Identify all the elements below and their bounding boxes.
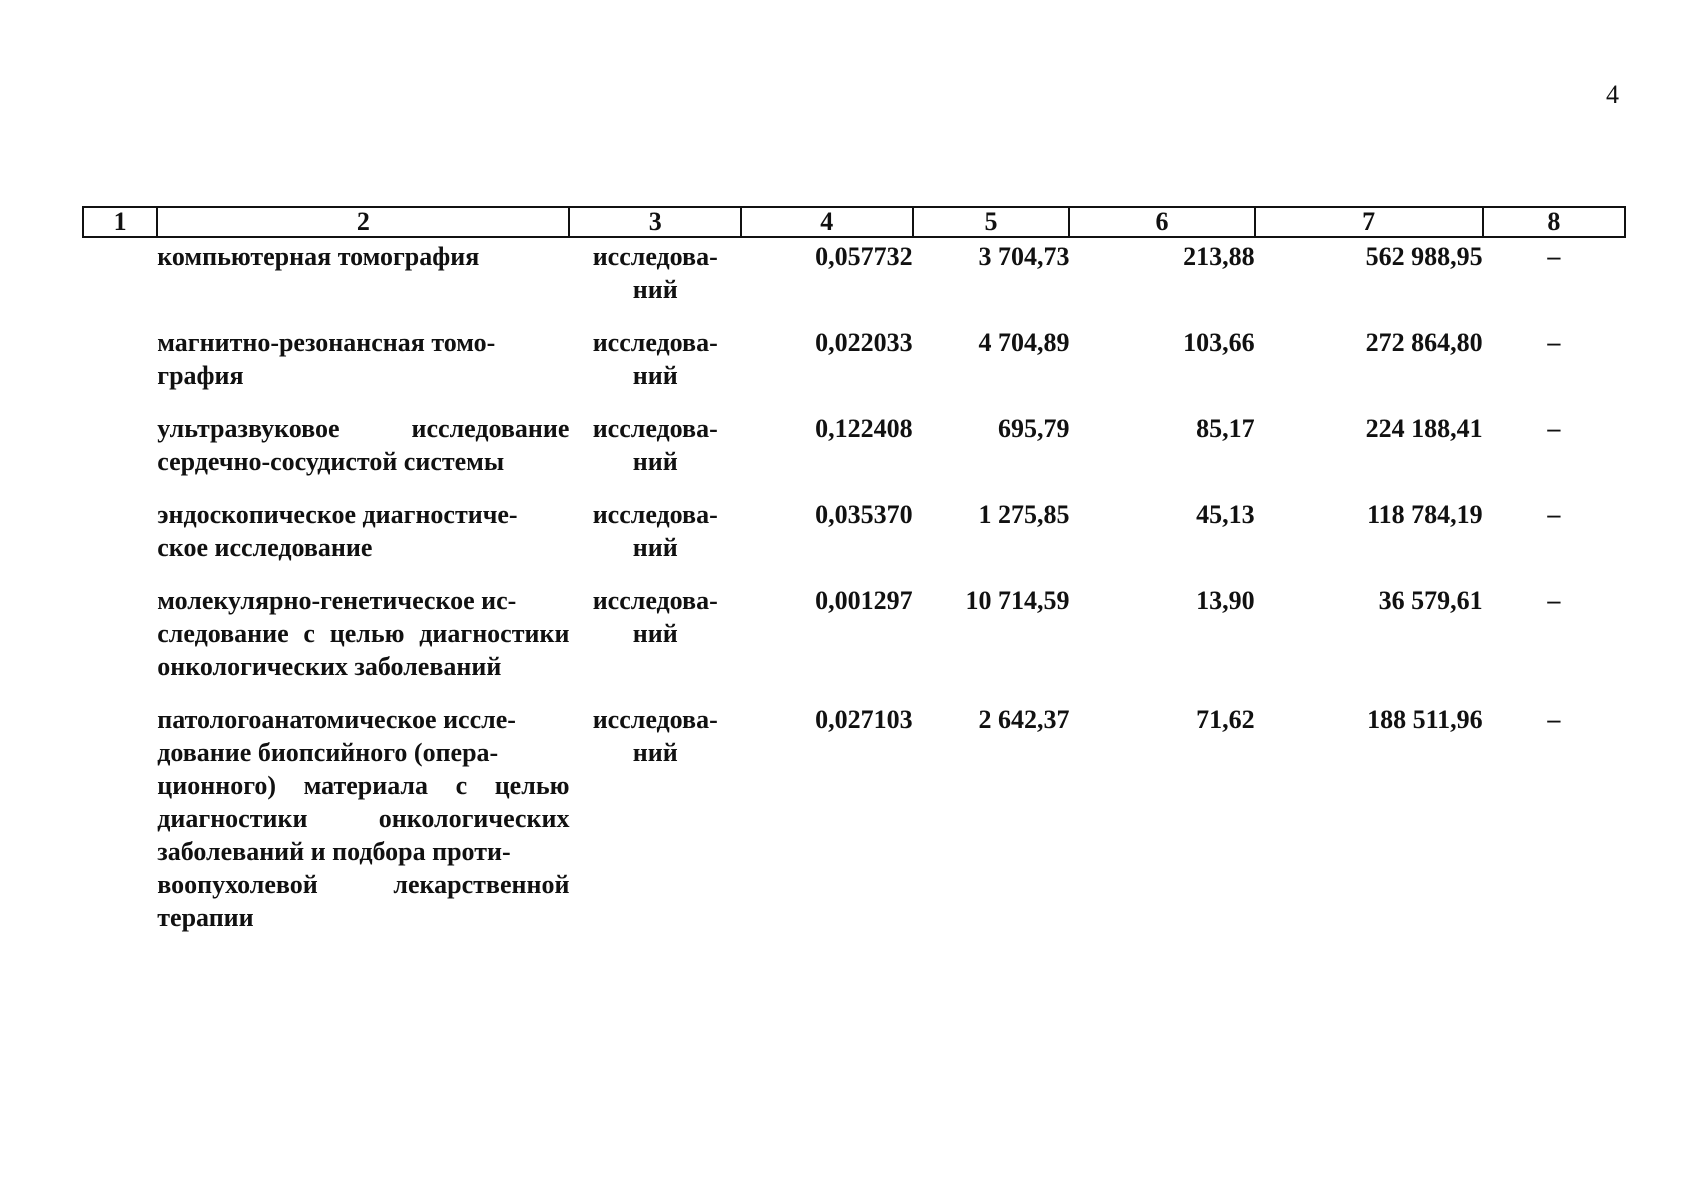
volume-cell: 45,13: [1196, 500, 1255, 529]
column-number-row: [83, 207, 1625, 237]
coefficient-cell: 0,122408: [815, 414, 913, 443]
volume-cell: 213,88: [1183, 242, 1255, 271]
service-name-cell: магнитно-резонансная томо- графия: [157, 328, 496, 390]
column-number-4: 4: [741, 207, 913, 237]
column-number-8: 8: [1483, 207, 1625, 237]
table-row: [83, 584, 1625, 703]
volume-cell: 103,66: [1183, 328, 1255, 357]
dash-cell: –: [1547, 328, 1561, 357]
dash-cell: –: [1547, 705, 1561, 734]
table-row: [83, 498, 1625, 584]
unit-cell: исследова- ний: [592, 705, 718, 767]
service-name-cell: молекулярно-генетическое ис- следование с целью диагностики онкологических заболеваний: [157, 586, 570, 681]
volume-cell: 13,90: [1196, 586, 1255, 615]
service-name-cell: ультразвуковое исследование сердечно-сосудистой системы: [157, 414, 570, 476]
unit-cell: исследова- ний: [592, 414, 718, 476]
service-name-cell: эндоскопическое диагностиче- ское исследование: [157, 500, 518, 562]
total-cell: 272 864,80: [1365, 328, 1483, 357]
price-cell: 695,79: [997, 414, 1070, 443]
dash-cell: –: [1547, 414, 1561, 443]
total-cell: 562 988,95: [1365, 242, 1483, 271]
total-cell: 118 784,19: [1367, 500, 1483, 529]
coefficient-cell: 0,022033: [815, 328, 913, 357]
table-row: [83, 237, 1625, 326]
total-cell: 36 579,61: [1378, 586, 1483, 615]
column-number-7: 7: [1255, 207, 1483, 237]
page-number: 4: [1606, 80, 1619, 109]
volume-cell: 71,62: [1196, 705, 1255, 734]
dash-cell: –: [1547, 500, 1561, 529]
row-number-cell: [83, 703, 157, 954]
unit-cell: исследова- ний: [592, 242, 718, 304]
column-number-2: 2: [157, 207, 569, 237]
unit-cell: исследова- ний: [592, 328, 718, 390]
service-name-cell: патологоанатомическое иссле- дование биопсийного (опера- ционного) материала с целью диагностики онкологических заболеваний и подбора проти- воопухолевой лекарственной терапии: [157, 705, 570, 932]
price-cell: 4 704,89: [978, 328, 1070, 357]
row-number-cell: [83, 412, 157, 498]
dash-cell: –: [1547, 586, 1561, 615]
coefficient-cell: 0,001297: [815, 586, 913, 615]
tariff-table: [82, 206, 1626, 954]
column-number-3: 3: [569, 207, 741, 237]
unit-cell: исследова- ний: [592, 500, 718, 562]
volume-cell: 85,17: [1196, 414, 1255, 443]
total-cell: 188 511,96: [1367, 705, 1483, 734]
unit-cell: исследова- ний: [592, 586, 718, 648]
table-row: [83, 412, 1625, 498]
service-name-cell: компьютерная томография: [157, 242, 480, 271]
price-cell: 1 275,85: [978, 500, 1070, 529]
row-number-cell: [83, 326, 157, 412]
price-cell: 2 642,37: [978, 705, 1070, 734]
table-row: [83, 703, 1625, 954]
column-number-5: 5: [913, 207, 1070, 237]
column-number-6: 6: [1069, 207, 1254, 237]
row-number-cell: [83, 237, 157, 326]
coefficient-cell: 0,057732: [815, 242, 913, 271]
coefficient-cell: 0,027103: [815, 705, 913, 734]
total-cell: 224 188,41: [1365, 414, 1483, 443]
price-cell: 10 714,59: [965, 586, 1070, 615]
price-cell: 3 704,73: [978, 242, 1070, 271]
coefficient-cell: 0,035370: [815, 500, 913, 529]
row-number-cell: [83, 584, 157, 703]
table-row: [83, 326, 1625, 412]
row-number-cell: [83, 498, 157, 584]
column-number-1: 1: [83, 207, 157, 237]
dash-cell: –: [1547, 242, 1561, 271]
